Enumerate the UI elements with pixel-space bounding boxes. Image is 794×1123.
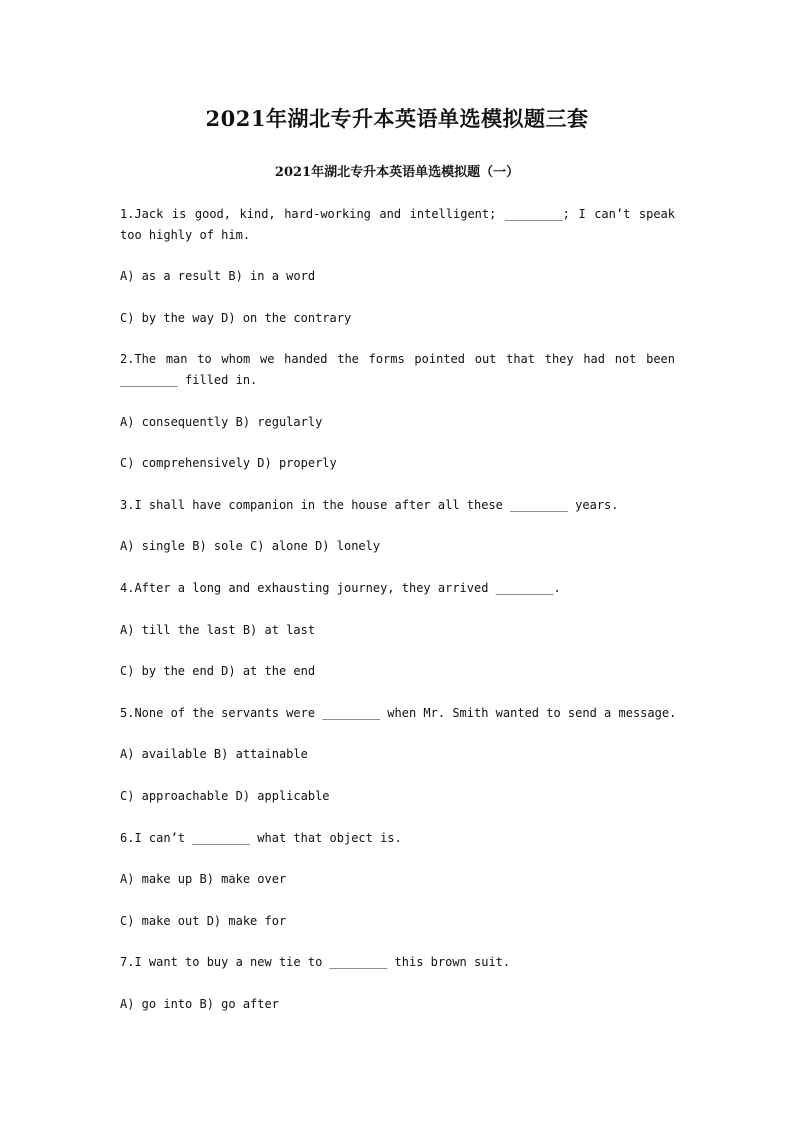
question-6-options-ab: A) make up B) make over <box>120 872 287 886</box>
document-subtitle: 2021年湖北专升本英语单选模拟题（一） <box>274 165 520 180</box>
question-2-options-ab: A) consequently B) regularly <box>120 415 323 429</box>
question-7-line-1: 7.I want to buy a new tie to ________ this brown suit. <box>120 955 511 969</box>
question-1-line-1: 1.Jack is good, kind, hard-working and intelligent; ________; I can’t speak <box>120 207 675 221</box>
question-6-options-cd: C) make out D) make for <box>120 914 287 928</box>
question-5-options-cd: C) approachable D) applicable <box>120 789 330 803</box>
question-6-line-1: 6.I can’t ________ what that object is. <box>120 831 402 845</box>
question-4-options-cd: C) by the end D) at the end <box>120 664 316 678</box>
question-2-line-2: ________ filled in. <box>120 373 258 387</box>
question-5-options-ab: A) available B) attainable <box>120 747 308 761</box>
question-2-options-cd: C) comprehensively D) properly <box>120 456 337 470</box>
question-1-line-2: too highly of him. <box>120 228 251 242</box>
question-4-options-ab: A) till the last B) at last <box>120 623 316 637</box>
question-1-options-cd: C) by the way D) on the contrary <box>120 311 352 325</box>
question-2-line-1: 2.The man to whom we handed the forms pointed out that they had not been <box>120 352 675 366</box>
question-1-options-ab: A) as a result B) in a word <box>120 269 316 283</box>
question-3-line-1: 3.I shall have companion in the house after all these ________ years. <box>120 498 619 512</box>
question-5-line-1: 5.None of the servants were ________ when Mr. Smith wanted to send a message. <box>120 706 677 720</box>
question-7-options-ab: A) go into B) go after <box>120 997 279 1011</box>
question-3-options: A) single B) sole C) alone D) lonely <box>120 539 381 553</box>
document-title: 2021年湖北专升本英语单选模拟题三套 <box>205 106 589 131</box>
question-4-line-1: 4.After a long and exhausting journey, they arrived ________. <box>120 581 561 595</box>
